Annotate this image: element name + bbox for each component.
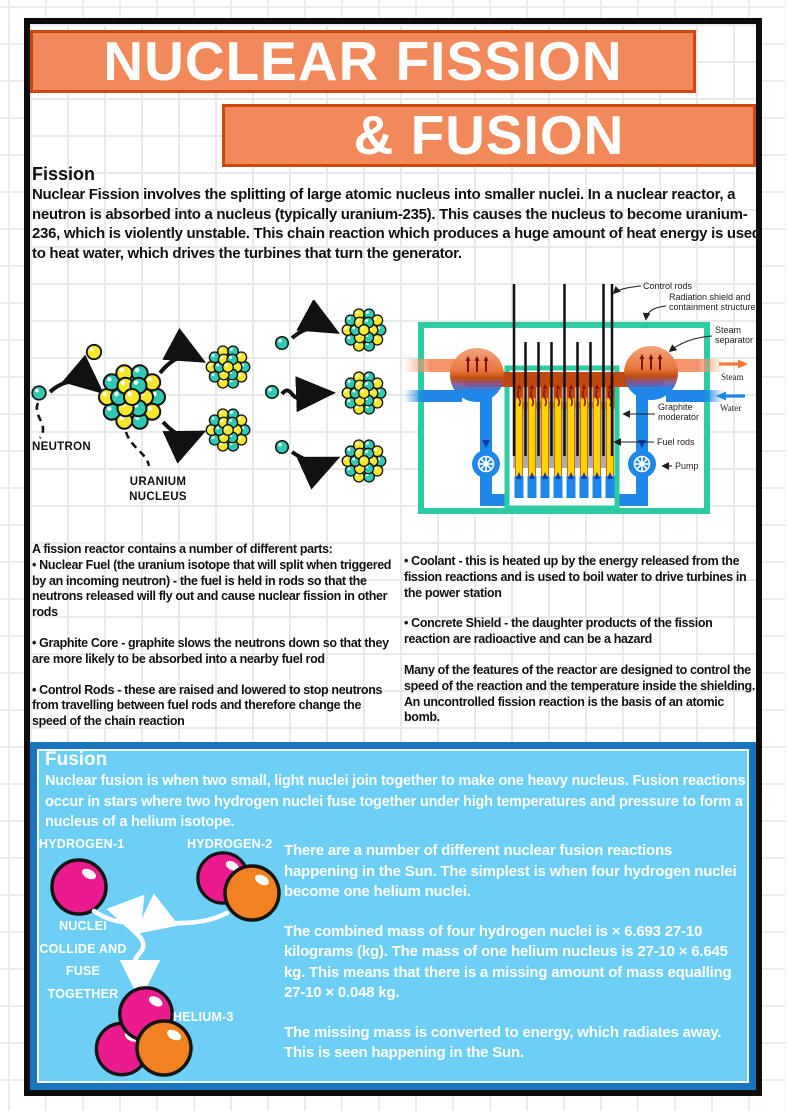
neutron-icon [276, 441, 288, 453]
uranium-label-line2: NUCLEUS [129, 491, 187, 503]
paragraph-atomic-bomb: Many of the features of the reactor are designed to control the speed of the reaction and the temperature inside the shielding. An uncontrolled fission reaction is the basis of an atomic bomb. [404, 662, 755, 725]
page-title-line2: & FUSION [353, 104, 625, 166]
uranium-pointer-line [126, 432, 149, 466]
bullet-concrete-shield: • Concrete Shield - the daughter products of the fission reaction are radioactive and can be a hazard [404, 616, 713, 647]
graphite-moderator-label-line1: Graphite [658, 402, 693, 412]
chain-arrow-3 [292, 452, 333, 463]
water-pipe-left [404, 390, 462, 402]
uranium-nucleus-icon [99, 365, 165, 429]
collide-line2: COLLIDE AND [39, 941, 127, 956]
reactor-parts-right-column [404, 554, 756, 741]
fission-intro-paragraph: Nuclear Fission involves the splitting of large atomic nucleus into smaller nuclei. In a nuclear reactor, a neutron is absorbed into a nucleus (typically uranium-235). This causes the nucleus to become uranium-236, which is violently unstable. This chain reaction which produces a huge amount of heat energy is used to heat water, which drives the turbines that turn the generator. [32, 186, 761, 262]
water-pipe-right [666, 390, 724, 402]
uranium-label-line1: URANIUM [129, 476, 187, 488]
hydrogen2-nucleus-icon [198, 853, 279, 920]
neutron-arrow [50, 381, 98, 392]
chain-arrow-2 [282, 391, 328, 398]
split-arrow-up [160, 356, 199, 373]
hydrogen1-label: HYDROGEN-1 [39, 837, 125, 851]
steam-separator-label-line1: Steam [715, 325, 742, 335]
daughter-nucleus-icon [342, 440, 386, 482]
title-banner-top [30, 30, 696, 93]
reactor-diagram [404, 280, 756, 524]
collide-line3: FUSE [65, 964, 101, 978]
chain-arrow-1 [292, 327, 333, 338]
steam-separator-label-line2: separator [715, 335, 754, 345]
collide-line1: NUCLEI [59, 919, 107, 933]
pump-label: Pump [675, 461, 699, 471]
steam-separator-icon [450, 348, 504, 402]
chain-reaction-diagram [30, 300, 422, 528]
fusion-paragraph-2: The combined mass of four hydrogen nuclei is × 6.693 27-10 kilograms (kg). The mass of one helium nucleus is 27-10 × 6.645 kg. This means that there is a missing amount of mass equalling 27-10 × 0.048 kg. [284, 922, 732, 1001]
radiation-shield-label-line2: containment structure [669, 302, 756, 312]
neutron-pointer-line [37, 403, 43, 438]
neutron-icon [32, 386, 46, 400]
page-title-line1: NUCLEAR FISSION [103, 30, 623, 92]
fusion-section [30, 742, 756, 1090]
daughter-nucleus-icon [206, 409, 250, 451]
hydrogen2-label: HYDROGEN-2 [187, 837, 273, 851]
graphite-moderator-label-line2: moderator [658, 412, 700, 422]
fusion-paragraph-3: The missing mass is converted to energy, which radiates away. This is seen happening in the Sun. [284, 1023, 722, 1061]
pump-icon [628, 450, 656, 478]
neutron-icon [276, 337, 288, 349]
steam-separator-icon [624, 346, 678, 400]
title-banner-bottom [222, 104, 756, 167]
page-frame [24, 18, 762, 1096]
fuel-rods-label: Fuel rods [657, 437, 695, 447]
water-label: Water [720, 403, 742, 413]
fusion-paragraphs [284, 841, 742, 1083]
daughter-nucleus-icon [342, 309, 386, 351]
pump-icon [472, 450, 500, 478]
fusion-intro-paragraph: Nuclear fusion is when two small, light nuclei join together to make one heavy nucleus. Fusion reactions occur in stars where two hydrogen nuclei fuse together under high temperatures and pressure to form a nucleus of a helium isotope. [45, 773, 746, 830]
fission-heading: Fission [32, 164, 96, 184]
bullet-control-rods: • Control Rods - these are raised and lowered to stop neutrons from travelling between fuel rods and therefore change the speed of the chain reaction [32, 682, 383, 729]
fusion-heading: Fusion [45, 749, 108, 770]
bullet-graphite-core: • Graphite Core - graphite slows the neutrons down so that they are more likely to be absorbed into a nearby fuel rod [32, 635, 389, 666]
parts-heading: A fission reactor contains a number of different parts: [32, 542, 333, 556]
steam-label: Steam [721, 372, 744, 382]
reactor-parts-left-column [32, 542, 398, 745]
neutron-icon [266, 386, 278, 398]
nuclei-collide-label [37, 915, 129, 1005]
radiation-shield-label-line1: Radiation shield and [669, 292, 751, 302]
neutron-label: NEUTRON [32, 441, 91, 453]
daughter-nucleus-icon [342, 372, 386, 414]
helium3-label: HELIUM-3 [173, 1010, 234, 1024]
split-arrow-down [163, 422, 199, 437]
bullet-coolant: • Coolant - this is heated up by the energy released from the fission reactions and is used to boil water to drive turbines in the power station [404, 554, 747, 600]
hydrogen1-nucleus-icon [52, 860, 106, 914]
bullet-nuclear-fuel: • Nuclear Fuel (the uranium isotope that will split when triggered by an incoming neutron) - the fuel is held in rods so that the neutrons released will fly out and cause nuclear fission in other rods [32, 557, 392, 620]
daughter-nucleus-icon [206, 346, 250, 388]
stray-nucleon-icon [87, 345, 101, 359]
control-rods-label: Control rods [643, 281, 693, 291]
collide-line4: TOGETHER [47, 986, 119, 1001]
fusion-paragraph-1: There are a number of different nuclear fusion reactions happening in the Sun. The simplest is when four hydrogen nuclei become one helium nuclei. [284, 842, 737, 900]
